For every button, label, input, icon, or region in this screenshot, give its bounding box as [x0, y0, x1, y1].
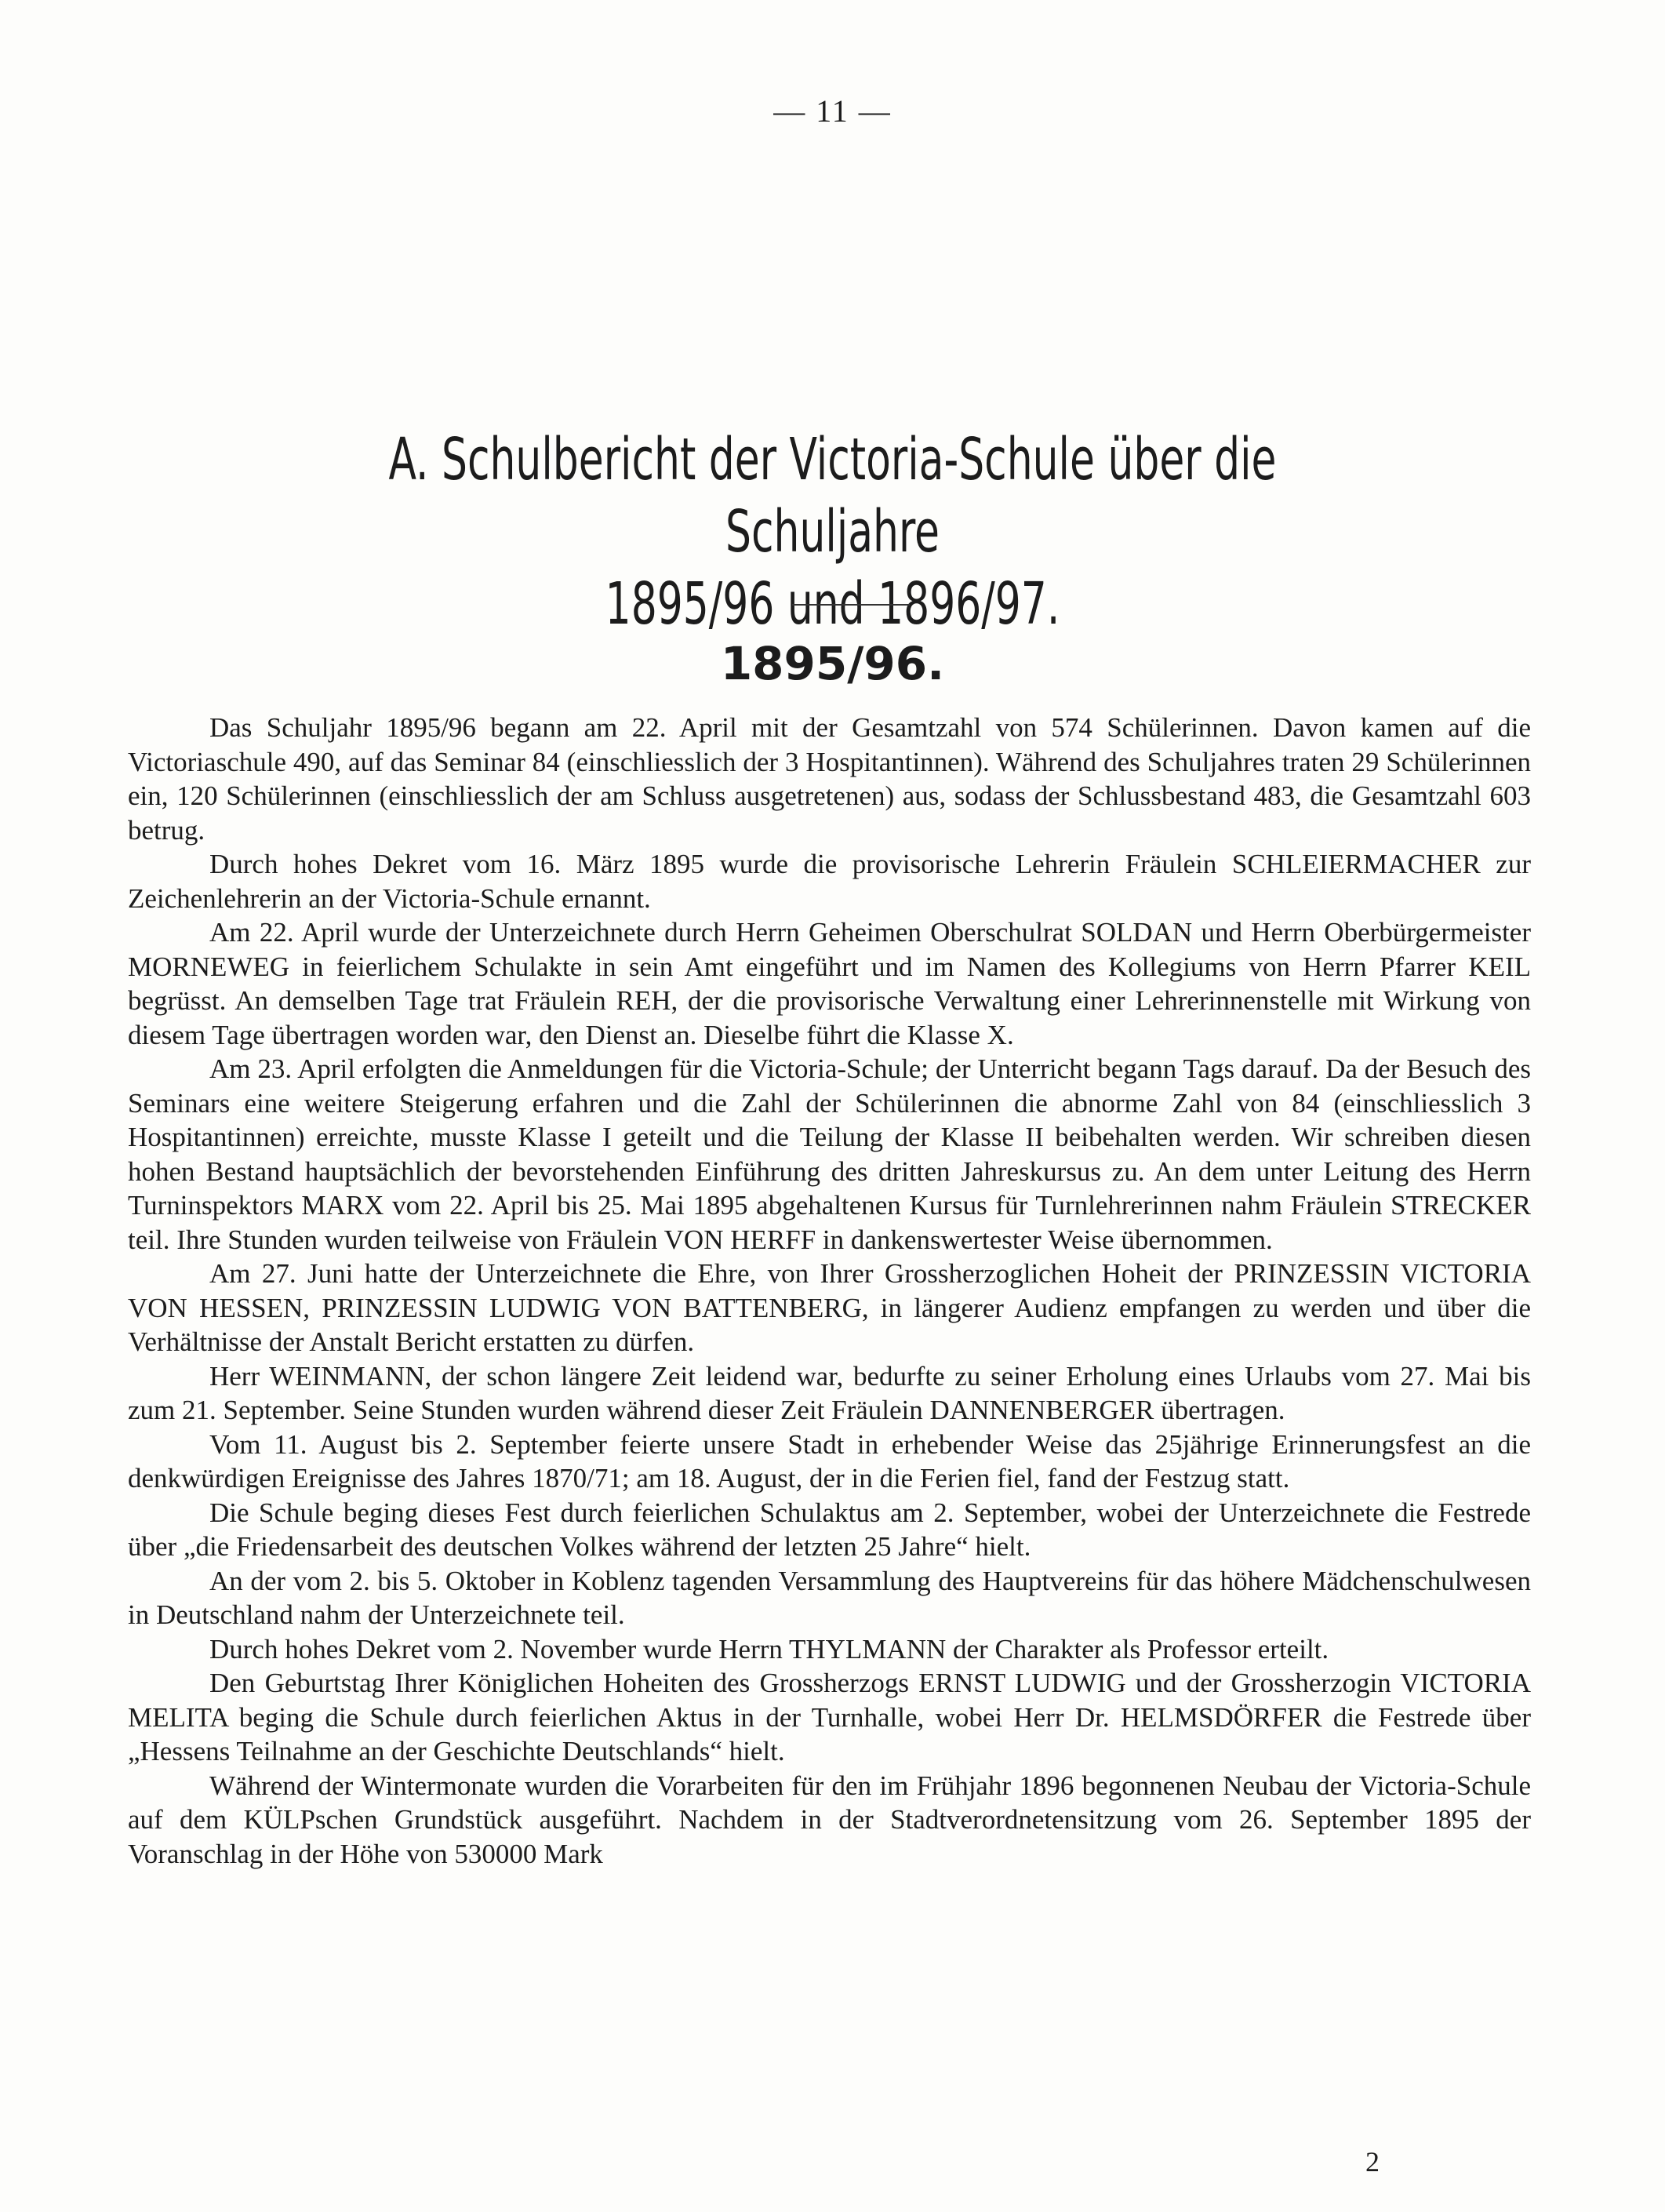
paragraph: Am 22. April wurde der Unterzeichnete durch Herrn Geheimen Oberschulrat SOLDAN und Herrn Oberbürgermeister MORNEWEG in feierlichem Schulakte in sein Amt eingeführt und im Namen des Kollegiums von Herrn Pfarrer KEIL begrüsst. An demselben Tage trat Fräulein REH, der die provisorische Verwaltung einer Lehrerinnenstelle mit Wirkung von diesem Tage übertragen worden war, den Dienst an. Dieselbe führt die Klasse X. — [128, 917, 1531, 1050]
page-number: — 11 — — [773, 93, 892, 129]
paragraph: Herr WEINMANN, der schon längere Zeit leidend war, bedurfte zu seiner Erholung eines Urlaubs vom 27. Mai bis zum 21. September. Seine Stunden wurden während dieser Zeit Fräulein DANNENBERGER übertragen. — [128, 1360, 1531, 1425]
main-heading-line-1: A. Schulbericht der Victoria-Schule über die Schuljahre — [388, 426, 1277, 566]
paragraph: Am 23. April erfolgten die Anmeldungen für die Victoria-Schule; der Unterricht begann Tags darauf. Da der Besuch des Seminars eine weitere Steigerung erfahren und die Zahl der Schülerinnen die abnorme Zahl von 84 (einschliesslich 3 Hospitantinnen) erreichte, musste Klasse I geteilt und die Teilung der Klasse II beibehalten werden. Wir schreiben diesen hohen Bestand hauptsächlich der bevorstehenden Einführung des dritten Jahreskursus zu. An dem unter Leitung des Herrn Turninspektors MARX vom 22. April bis 25. Mai 1895 abgehaltenen Kursus für Turnlehrerinnen nahm Fräulein STRECKER teil. Ihre Stunden wurden teilweise von Fräulein VON HERFF in dankenswertester Weise übernommen. — [128, 1053, 1531, 1255]
paragraph: Das Schuljahr 1895/96 begann am 22. April mit der Gesamtzahl von 574 Schülerinnen. Davon kamen auf die Victoriaschule 490, auf das Seminar 84 (einschliesslich der 3 Hospitantinnen). Während des Schuljahres traten 29 Schülerinnen ein, 120 Schülerinnen (einschliesslich der am Schluss ausgetretenen) aus, sodass der Schlussbestand 483, die Gesamtzahl 603 betrug. — [128, 712, 1531, 846]
paragraph: Während der Wintermonate wurden die Vorarbeiten für den im Frühjahr 1896 begonnenen Neubau der Victoria-Schule auf dem KÜLPschen Grundstück ausgeführt. Nachdem in der Stadtverordnetensitzung vom 26. September 1895 der Voranschlag in der Höhe von 530000 Mark — [128, 1770, 1531, 1869]
heading-divider — [792, 604, 910, 606]
paragraph: Die Schule beging dieses Fest durch feierlichen Schulaktus am 2. September, wobei der Unterzeichnete die Festrede über „die Friedensarbeit des deutschen Volkes während der letzten 25 Jahre“ hielt. — [128, 1497, 1531, 1562]
paragraph: Durch hohes Dekret vom 2. November wurde Herrn THYLMANN der Charakter als Professor erteilt. — [209, 1633, 1329, 1664]
paragraph: An der vom 2. bis 5. Oktober in Koblenz tagenden Versammlung des Hauptvereins für das höhere Mädchenschulwesen in Deutschland nahm der Unterzeichnete teil. — [128, 1565, 1531, 1630]
signature-mark: 2 — [1365, 2146, 1380, 2177]
paragraph: Vom 11. August bis 2. September feierte unsere Stadt in erhebender Weise das 25jährige Erinnerungsfest an die denkwürdigen Ereignisse des Jahres 1870/71; am 18. August, der in die Ferien fiel, fand der Festzug statt. — [128, 1428, 1531, 1493]
main-heading-line-2: 1895/96 und 1896/97. — [605, 570, 1060, 638]
section-year-heading: 1895/96. — [720, 637, 945, 690]
body-text — [128, 711, 1531, 1871]
paragraph: Durch hohes Dekret vom 16. März 1895 wurde die provisorische Lehrerin Fräulein SCHLEIERMACHER zur Zeichenlehrerin an der Victoria-Schule ernannt. — [128, 849, 1531, 914]
paragraph: Am 27. Juni hatte der Unterzeichnete die Ehre, von Ihrer Grossherzoglichen Hoheit der PRINZESSIN VICTORIA VON HESSEN, PRINZESSIN LUDWIG VON BATTENBERG, in längerer Audienz empfangen zu werden und über die Verhältnisse der Anstalt Bericht erstatten zu dürfen. — [128, 1258, 1531, 1357]
main-heading — [283, 424, 1383, 640]
paragraph: Den Geburtstag Ihrer Königlichen Hoheiten des Grossherzogs ERNST LUDWIG und der Grossherzogin VICTORIA MELITA beging die Schule durch feierlichen Aktus in der Turnhalle, wobei Herr Dr. HELMSDÖRFER die Festrede über „Hessens Teilnahme an der Geschichte Deutschlands“ hielt. — [128, 1668, 1531, 1766]
